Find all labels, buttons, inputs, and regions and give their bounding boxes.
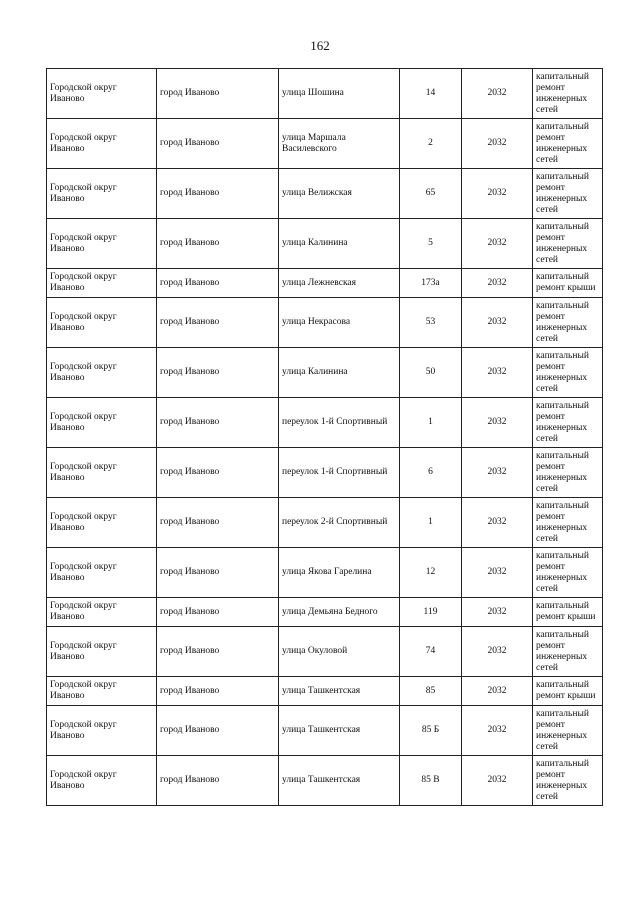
cell-street: улица Шошина [279, 69, 400, 119]
cell-year: 2032 [462, 448, 533, 498]
cell-street: переулок 1-й Спортивный [279, 448, 400, 498]
cell-city: город Иваново [157, 498, 279, 548]
cell-house-number: 85 Б [400, 706, 462, 756]
cell-year: 2032 [462, 269, 533, 298]
table-row [47, 169, 603, 219]
cell-okrug: Городской округ Иваново [47, 348, 157, 398]
cell-house-number: 85 В [400, 756, 462, 806]
cell-work-type: капитальный ремонт инженерных сетей [533, 548, 603, 598]
cell-work-type: капитальный ремонт инженерных сетей [533, 298, 603, 348]
cell-street: улица Ташкентская [279, 706, 400, 756]
cell-year: 2032 [462, 548, 533, 598]
cell-city: город Иваново [157, 348, 279, 398]
cell-house-number: 14 [400, 69, 462, 119]
cell-year: 2032 [462, 706, 533, 756]
table-row [47, 219, 603, 269]
cell-okrug: Городской округ Иваново [47, 677, 157, 706]
table-row [47, 548, 603, 598]
cell-okrug: Городской округ Иваново [47, 627, 157, 677]
cell-house-number: 119 [400, 598, 462, 627]
cell-okrug: Городской округ Иваново [47, 756, 157, 806]
cell-okrug: Городской округ Иваново [47, 498, 157, 548]
cell-street: улица Окуловой [279, 627, 400, 677]
table-row [47, 598, 603, 627]
cell-house-number: 1 [400, 398, 462, 448]
cell-city: город Иваново [157, 756, 279, 806]
page-number: 162 [310, 38, 330, 53]
cell-house-number: 1 [400, 498, 462, 548]
table-body [47, 69, 603, 806]
cell-house-number: 2 [400, 119, 462, 169]
cell-work-type: капитальный ремонт инженерных сетей [533, 398, 603, 448]
table-row [47, 398, 603, 448]
cell-okrug: Городской округ Иваново [47, 119, 157, 169]
cell-city: город Иваново [157, 677, 279, 706]
cell-okrug: Городской округ Иваново [47, 548, 157, 598]
cell-street: улица Калинина [279, 348, 400, 398]
cell-street: улица Ташкентская [279, 677, 400, 706]
cell-year: 2032 [462, 498, 533, 548]
cell-year: 2032 [462, 398, 533, 448]
cell-year: 2032 [462, 598, 533, 627]
cell-street: улица Некрасова [279, 298, 400, 348]
table-row [47, 298, 603, 348]
cell-okrug: Городской округ Иваново [47, 398, 157, 448]
cell-street: улица Ташкентская [279, 756, 400, 806]
cell-year: 2032 [462, 119, 533, 169]
cell-work-type: капитальный ремонт инженерных сетей [533, 627, 603, 677]
cell-house-number: 12 [400, 548, 462, 598]
cell-okrug: Городской округ Иваново [47, 706, 157, 756]
cell-okrug: Городской округ Иваново [47, 69, 157, 119]
cell-okrug: Городской округ Иваново [47, 169, 157, 219]
table-row [47, 498, 603, 548]
cell-street: улица Велижская [279, 169, 400, 219]
cell-year: 2032 [462, 69, 533, 119]
cell-year: 2032 [462, 348, 533, 398]
cell-work-type: капитальный ремонт крыши [533, 269, 603, 298]
cell-city: город Иваново [157, 69, 279, 119]
cell-city: город Иваново [157, 548, 279, 598]
table-row [47, 756, 603, 806]
cell-okrug: Городской округ Иваново [47, 269, 157, 298]
cell-okrug: Городской округ Иваново [47, 598, 157, 627]
cell-house-number: 74 [400, 627, 462, 677]
cell-house-number: 50 [400, 348, 462, 398]
cell-year: 2032 [462, 298, 533, 348]
cell-city: город Иваново [157, 598, 279, 627]
cell-okrug: Городской округ Иваново [47, 298, 157, 348]
cell-year: 2032 [462, 627, 533, 677]
cell-work-type: капитальный ремонт крыши [533, 677, 603, 706]
cell-street: улица Маршала Василевского [279, 119, 400, 169]
cell-work-type: капитальный ремонт инженерных сетей [533, 69, 603, 119]
cell-city: город Иваново [157, 398, 279, 448]
cell-year: 2032 [462, 756, 533, 806]
cell-city: город Иваново [157, 269, 279, 298]
table-row [47, 119, 603, 169]
cell-house-number: 53 [400, 298, 462, 348]
table-row [47, 448, 603, 498]
table-row [47, 677, 603, 706]
cell-work-type: капитальный ремонт инженерных сетей [533, 219, 603, 269]
cell-house-number: 65 [400, 169, 462, 219]
cell-street: переулок 1-й Спортивный [279, 398, 400, 448]
repair-schedule-table [46, 68, 603, 806]
cell-city: город Иваново [157, 627, 279, 677]
cell-street: улица Калинина [279, 219, 400, 269]
cell-street: улица Демьяна Бедного [279, 598, 400, 627]
cell-okrug: Городской округ Иваново [47, 448, 157, 498]
table-row [47, 706, 603, 756]
cell-work-type: капитальный ремонт инженерных сетей [533, 348, 603, 398]
cell-work-type: капитальный ремонт инженерных сетей [533, 448, 603, 498]
table-row [47, 348, 603, 398]
cell-year: 2032 [462, 219, 533, 269]
cell-work-type: капитальный ремонт инженерных сетей [533, 498, 603, 548]
cell-city: город Иваново [157, 219, 279, 269]
cell-street: переулок 2-й Спортивный [279, 498, 400, 548]
cell-okrug: Городской округ Иваново [47, 219, 157, 269]
cell-city: город Иваново [157, 119, 279, 169]
cell-work-type: капитальный ремонт инженерных сетей [533, 119, 603, 169]
cell-work-type: капитальный ремонт инженерных сетей [533, 756, 603, 806]
cell-house-number: 173а [400, 269, 462, 298]
cell-work-type: капитальный ремонт инженерных сетей [533, 169, 603, 219]
cell-city: город Иваново [157, 298, 279, 348]
cell-city: город Иваново [157, 706, 279, 756]
cell-work-type: капитальный ремонт инженерных сетей [533, 706, 603, 756]
cell-year: 2032 [462, 677, 533, 706]
cell-work-type: капитальный ремонт крыши [533, 598, 603, 627]
cell-house-number: 85 [400, 677, 462, 706]
cell-street: улица Якова Гарелина [279, 548, 400, 598]
cell-house-number: 5 [400, 219, 462, 269]
cell-city: город Иваново [157, 169, 279, 219]
table-row [47, 627, 603, 677]
table-row [47, 269, 603, 298]
cell-street: улица Лежневская [279, 269, 400, 298]
table-row [47, 69, 603, 119]
cell-city: город Иваново [157, 448, 279, 498]
cell-house-number: 6 [400, 448, 462, 498]
cell-year: 2032 [462, 169, 533, 219]
